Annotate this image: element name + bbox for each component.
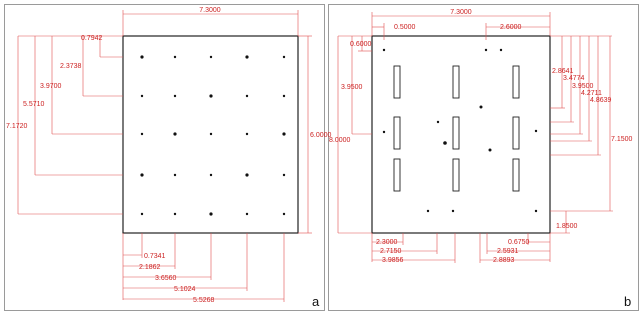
panel-a-hole [210,174,212,176]
panel-a-hole [245,55,248,58]
panel-b-hole [489,149,492,152]
panel-a-hole [246,95,248,97]
panel-b-bottom-right-dim-1: 2.5931 [497,248,519,255]
panel-b-top-offset-0: 0.5000 [394,24,416,31]
panel-a-left-dim-4: 7.1720 [6,123,28,130]
panel-a-hole [174,174,176,176]
panel-a-bottom-dim-1: 2.1862 [139,264,161,271]
panel-a-left-dim-3: 5.5710 [23,101,45,108]
panel-b-right-dim-5: 7.1500 [611,136,633,143]
panel-a-hole [141,133,143,135]
panel-a-hole [282,132,285,135]
panel-b-hole [383,131,385,133]
panel-a-top-width: 7.3000 [199,7,221,14]
panel-b-hole [452,210,454,212]
panel-a-hole [246,133,248,135]
panel-b-bottom-right-dim-0: 0.6750 [508,239,530,246]
panel-b-right-dim-2: 3.9500 [572,83,594,90]
panel-a-hole [141,213,143,215]
panel-b-right-dim-4: 4.8639 [590,97,612,104]
panel-b-left-dim-0: 0.6000 [350,41,372,48]
panel-a [6,7,332,309]
panel-a-hole [283,213,285,215]
panel-a-bottom-dim-4: 5.5268 [193,297,215,304]
panel-b-hole [485,49,487,51]
panel-a-left-dim-1: 2.3738 [60,63,82,70]
panel-b-hole [383,49,385,51]
panel-a-hole [173,132,176,135]
panel-b-hole [443,141,447,145]
panel-b-hole [535,130,537,132]
panel-a-hole [140,173,143,176]
panel-a-hole [245,173,248,176]
panel-b-hole [500,49,502,51]
panel-a-hole [210,133,212,135]
panel-a-hole [141,95,143,97]
panel-b-right-dim-1: 3.4774 [563,75,585,82]
panel-b-label: b [624,294,632,309]
panel-b-bottom-left-dim-2: 3.9856 [382,257,404,264]
panel-a-hole [283,174,285,176]
panel-b [329,9,633,309]
panel-a-left-dim-2: 3.9700 [40,83,62,90]
panel-a-bottom-dim-2: 3.6560 [155,275,177,282]
panel-a-hole [174,213,176,215]
panel-a-hole [210,56,212,58]
panel-b-bottom-left-dim-0: 2.3000 [376,239,398,246]
panel-b-top-offset-1: 2.6000 [500,24,522,31]
panel-b-top-width: 7.3000 [450,9,472,16]
panel-a-hole [246,213,248,215]
panel-b-hole [437,121,439,123]
panel-b-right-dim-0: 2.8641 [552,68,574,75]
panel-b-right-dim-3: 4.2711 [581,90,602,97]
panel-a-hole [174,95,176,97]
panel-b-bottom-right-dim-2: 2.8893 [493,257,515,264]
panel-a-label: a [312,294,320,309]
panel-b-left-dim-2: 8.0000 [329,137,351,144]
panel-a-left-dim-0: 0.7942 [81,35,103,42]
panel-b-bottom-left-dim-1: 2.7150 [380,248,402,255]
panel-a-right-height: 6.0000 [310,132,332,139]
panel-b-hole [535,210,537,212]
panel-a-hole [140,55,143,58]
panel-a-bottom-dim-3: 5.1024 [174,286,196,293]
panel-a-hole [174,56,176,58]
panel-b-hole [480,106,483,109]
panel-a-hole [283,95,285,97]
panel-b-left-dim-1: 3.9500 [341,84,363,91]
panel-a-hole [283,56,285,58]
panel-a-hole [209,212,212,215]
panel-a-bottom-dim-0: 0.7341 [144,253,166,260]
panel-b-right-bottom-dim: 1.8500 [556,223,578,230]
panel-a-hole [209,94,212,97]
panel-b-hole [427,210,429,212]
